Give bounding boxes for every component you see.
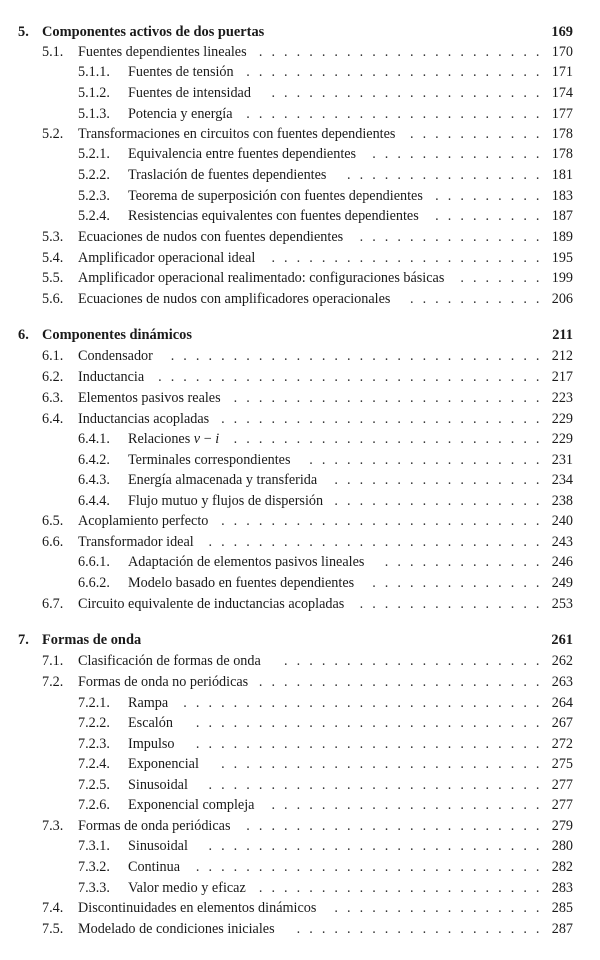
toc-entry-page: 272	[551, 736, 573, 752]
toc-entry-sub[interactable]	[0, 206, 600, 226]
toc-entry-section[interactable]	[0, 388, 600, 408]
leader-dots: . . . . . . . . . . . . . . .	[359, 229, 540, 245]
toc-entry-sub[interactable]	[0, 878, 600, 898]
toc-entry-number: 5.	[18, 24, 29, 40]
toc-entry-title: Escalón	[128, 715, 173, 731]
toc-entry-chapter[interactable]	[0, 325, 600, 345]
toc-entry-number: 5.2.1.	[78, 146, 110, 162]
toc-entry-page: 246	[551, 554, 573, 570]
toc-entry-page: 277	[551, 777, 573, 793]
toc-entry-section[interactable]	[0, 289, 600, 309]
toc-entry-sub[interactable]	[0, 775, 600, 795]
toc-entry-page: 170	[551, 44, 573, 60]
leader-dots: . . . . . . . . . . . . . . . . . . . . . . . . .	[233, 431, 540, 447]
toc-entry-sub[interactable]	[0, 144, 600, 164]
leader-dots: . . . . . . . . . . . . . . . . . . . . . . .	[258, 674, 540, 690]
toc-entry-number: 7.2.6.	[78, 797, 110, 813]
toc-entry-number: 7.2.	[42, 674, 64, 690]
leader-dots: . . . . . . . . . . . . . . . . .	[334, 900, 540, 916]
toc-entry-number: 6.2.	[42, 369, 64, 385]
toc-entry-title: Ecuaciones de nudos con amplificadores operacionales	[78, 291, 391, 307]
toc-entry-number: 7.3.	[42, 818, 64, 834]
toc-entry-title: Discontinuidades en elementos dinámicos	[78, 900, 317, 916]
toc-entry-page: 177	[551, 106, 573, 122]
toc-entry-title: Transformador ideal	[78, 534, 194, 550]
toc-entry-sub[interactable]	[0, 693, 600, 713]
toc-entry-page: 261	[551, 632, 573, 648]
toc-entry-title: Formas de onda	[42, 632, 142, 648]
toc-entry-page: 211	[552, 327, 573, 343]
toc-entry-section[interactable]	[0, 268, 600, 288]
toc-entry-title: Potencia y energía	[128, 106, 233, 122]
toc-entry-page: 253	[551, 596, 573, 612]
toc-entry-page: 181	[551, 167, 573, 183]
toc-entry-page: 174	[551, 85, 573, 101]
toc-entry-section[interactable]	[0, 248, 600, 268]
toc-entry-number: 6.1.	[42, 348, 64, 364]
toc-entry-number: 7.3.2.	[78, 859, 110, 875]
toc-entry-sub[interactable]	[0, 450, 600, 470]
toc-entry-section[interactable]	[0, 898, 600, 918]
toc-entry-number: 5.5.	[42, 270, 64, 286]
leader-dots: . . . . . . . . . . . . . . . . . . . . . . . .	[246, 818, 540, 834]
toc-entry-title: Flujo mutuo y flujos de dispersión	[128, 493, 324, 509]
toc-entry-number: 7.1.	[42, 653, 64, 669]
toc-entry-page: 282	[551, 859, 573, 875]
toc-entry-sub[interactable]	[0, 552, 600, 572]
toc-entry-number: 6.3.	[42, 390, 64, 406]
toc-entry-page: 283	[551, 880, 573, 896]
leader-dots: . . . . . . . . . . . . . . . . . . . . . . . . . . . . . . .	[158, 369, 540, 385]
toc-entry-title: Amplificador operacional realimentado: configuraciones básicas	[78, 270, 445, 286]
toc-entry-page: 285	[551, 900, 573, 916]
toc-entry-sub[interactable]	[0, 573, 600, 593]
leader-dots: . . . . . . . . . . . . . . . . . . . . . . . . . . .	[208, 838, 540, 854]
toc-entry-number: 7.2.4.	[78, 756, 110, 772]
toc-entry-title: Condensador	[78, 348, 153, 364]
toc-entry-title: Exponencial	[128, 756, 199, 772]
toc-entry-title: Componentes activos de dos puertas	[42, 24, 265, 40]
leader-dots: . . . . . . . . . . . . . . . . .	[334, 472, 540, 488]
toc-entry-sub[interactable]	[0, 713, 600, 733]
toc-entry-title: Terminales correspondientes	[128, 452, 291, 468]
toc-entry-page: 229	[551, 411, 573, 427]
toc-entry-page: 279	[551, 818, 573, 834]
toc-entry-page: 231	[551, 452, 573, 468]
toc-entry-sub[interactable]	[0, 754, 600, 774]
toc-entry-number: 5.2.2.	[78, 167, 110, 183]
toc-entry-page: 206	[551, 291, 573, 307]
toc-entry-page: 264	[551, 695, 573, 711]
leader-dots: . . . . . . . . . . . . . . . . . . . . . . . . .	[233, 390, 540, 406]
toc-entry-title: Fuentes de tensión	[128, 64, 234, 80]
toc-entry-page: 287	[551, 921, 573, 937]
leader-dots: . . . . . . . . . . .	[409, 126, 540, 142]
toc-entry-title: Modelo basado en fuentes dependientes	[128, 575, 355, 591]
toc-entry-page: 195	[551, 250, 573, 266]
toc-entry-page: 178	[551, 146, 573, 162]
toc-entry-page: 171	[551, 64, 573, 80]
toc-entry-title: Impulso	[128, 736, 175, 752]
toc-entry-title: Fuentes de intensidad	[128, 85, 251, 101]
toc-entry-number: 6.4.	[42, 411, 64, 427]
toc-entry-number: 5.6.	[42, 291, 64, 307]
leader-dots: . . . . . . . . . . . . . . . . . . . . . . .	[258, 880, 540, 896]
leader-dots: . . . . . . . . . . . . . . . . . . . . . . . . . .	[221, 756, 540, 772]
leader-dots: . . . . . . . . . . . . . . . . . . . . . . . . . . . .	[195, 736, 540, 752]
toc-entry-sub[interactable]	[0, 62, 600, 82]
toc-entry-number: 6.4.2.	[78, 452, 110, 468]
toc-entry-number: 5.1.2.	[78, 85, 110, 101]
leader-dots: . . . . . . . . . . . . . . . . . . . . . . . . . . . .	[195, 859, 540, 875]
toc-entry-number: 6.7.	[42, 596, 64, 612]
toc-entry-title: Sinusoidal	[128, 838, 188, 854]
leader-dots: . . . . . . . . . . . . . . . . . . . . . .	[271, 797, 540, 813]
toc-entry-title: Teorema de superposición con fuentes dependientes	[128, 188, 423, 204]
leader-dots: . . . . . . . . . . .	[409, 291, 540, 307]
toc-entry-title: Exponencial compleja	[128, 797, 255, 813]
toc-entry-number: 6.5.	[42, 513, 64, 529]
toc-entry-number: 6.4.4.	[78, 493, 110, 509]
toc-entry-page: 169	[551, 24, 573, 40]
leader-dots: . . . . . . .	[460, 270, 540, 286]
toc-entry-chapter[interactable]	[0, 630, 600, 650]
leader-dots: . . . . . . . . . . . . . . . . . . . .	[296, 921, 540, 937]
leader-dots: . . . . . . . . . . . . . . .	[359, 596, 540, 612]
toc-entry-title: Inductancias acopladas	[78, 411, 210, 427]
toc-entry-section[interactable]	[0, 672, 600, 692]
toc-entry-number: 7.2.5.	[78, 777, 110, 793]
toc-entry-title: Transformaciones en circuitos con fuentes dependientes	[78, 126, 396, 142]
toc-entry-number: 5.3.	[42, 229, 64, 245]
toc-entry-title: Elementos pasivos reales	[78, 390, 221, 406]
toc-entry-page: 223	[551, 390, 573, 406]
toc-entry-title: Formas de onda no periódicas	[78, 674, 249, 690]
toc-entry-page: 262	[551, 653, 573, 669]
toc-entry-number: 7.3.3.	[78, 880, 110, 896]
toc-entry-title: Fuentes dependientes lineales	[78, 44, 247, 60]
leader-dots: . . . . . . . . . . . . . . . . . . . . . . . . . . . . . .	[170, 348, 540, 364]
toc-entry-title: Equivalencia entre fuentes dependientes	[128, 146, 357, 162]
toc-entry-sub[interactable]	[0, 83, 600, 103]
toc-entry-title: Formas de onda periódicas	[78, 818, 231, 834]
toc-entry-page: 212	[551, 348, 573, 364]
leader-dots: . . . . . . . . . . . . . . . . . . . . . . .	[258, 44, 540, 60]
toc-entry-title: Ecuaciones de nudos con fuentes dependientes	[78, 229, 344, 245]
leader-dots: . . . . . . . . . . . . . . . . .	[334, 493, 540, 509]
toc-entry-number: 5.2.	[42, 126, 64, 142]
toc-entry-section[interactable]	[0, 42, 600, 62]
toc-entry-number: 7.5.	[42, 921, 64, 937]
toc-entry-sub[interactable]	[0, 429, 600, 449]
toc-entry-title: Traslación de fuentes dependientes	[128, 167, 327, 183]
leader-dots: . . . . . . . . . . . . . . . . . . . . . . . .	[246, 106, 540, 122]
toc-entry-number: 6.4.3.	[78, 472, 110, 488]
toc-entry-section[interactable]	[0, 511, 600, 531]
leader-dots: . . . . . . . . . . . . . . . . . . . . . .	[271, 250, 540, 266]
toc-entry-number: 7.3.1.	[78, 838, 110, 854]
leader-dots: . . . . . . . . . . . . . . . .	[347, 167, 540, 183]
toc-entry-number: 6.6.1.	[78, 554, 110, 570]
toc-entry-title: Sinusoidal	[128, 777, 188, 793]
toc-entry-sub[interactable]	[0, 795, 600, 815]
toc-entry-page: 267	[551, 715, 573, 731]
leader-dots: . . . . . . . . . . . . . . . . . . . . . .	[271, 85, 540, 101]
toc-entry-page: 199	[551, 270, 573, 286]
toc-entry-title: Valor medio y eficaz	[128, 880, 246, 896]
toc-entry-section[interactable]	[0, 651, 600, 671]
toc-entry-page: 238	[551, 493, 573, 509]
toc-entry-number: 7.4.	[42, 900, 64, 916]
toc-entry-number: 7.2.3.	[78, 736, 110, 752]
toc-entry-title: Adaptación de elementos pasivos lineales	[128, 554, 365, 570]
toc-entry-page: 275	[551, 756, 573, 772]
leader-dots: . . . . . . . . .	[435, 208, 540, 224]
toc-entry-title: Relaciones v − i	[128, 431, 220, 447]
leader-dots: . . . . . . . . . . . . . . . . . . .	[309, 452, 540, 468]
leader-dots: . . . . . . . . . . . . . . . . . . . . . . . . . .	[221, 513, 540, 529]
leader-dots: . . . . . . . . . . . . . . . . . . . . . . . . . .	[221, 411, 540, 427]
toc-entry-page: 263	[551, 674, 573, 690]
toc-entry-title: Circuito equivalente de inductancias acopladas	[78, 596, 345, 612]
toc-entry-title: Acoplamiento perfecto	[78, 513, 209, 529]
toc-entry-number: 7.2.2.	[78, 715, 110, 731]
leader-dots: . . . . . . . . . . . . . . . . . . . . .	[284, 653, 540, 669]
toc-entry-number: 5.1.1.	[78, 64, 110, 80]
toc-entry-title: Componentes dinámicos	[42, 327, 192, 343]
toc-entry-number: 7.2.1.	[78, 695, 110, 711]
leader-dots: . . . . . . . . . . . . . .	[372, 146, 540, 162]
toc-entry-page: 277	[551, 797, 573, 813]
toc-entry-page: 249	[551, 575, 573, 591]
toc-entry-chapter[interactable]	[0, 22, 600, 42]
toc-entry-section[interactable]	[0, 409, 600, 429]
toc-entry-sub[interactable]	[0, 836, 600, 856]
toc-entry-number: 5.1.	[42, 44, 64, 60]
toc-entry-number: 5.2.4.	[78, 208, 110, 224]
toc-entry-page: 234	[551, 472, 573, 488]
toc-entry-sub[interactable]	[0, 186, 600, 206]
toc-entry-title: Energía almacenada y transferida	[128, 472, 318, 488]
leader-dots: . . . . . . . . . . . . . . . . . . . . . . . . . . .	[208, 534, 540, 550]
leader-dots: . . . . . . . . . . . . . .	[372, 575, 540, 591]
leader-dots: . . . . . . . . . . . . . . . . . . . . . . . .	[246, 64, 540, 80]
toc-entry-title: Rampa	[128, 695, 169, 711]
toc-entry-page: 280	[551, 838, 573, 854]
toc-entry-sub[interactable]	[0, 165, 600, 185]
toc-entry-title: Resistencias equivalentes con fuentes dependientes	[128, 208, 419, 224]
toc-entry-number: 5.1.3.	[78, 106, 110, 122]
toc-entry-number: 6.4.1.	[78, 431, 110, 447]
toc-entry-number: 6.	[18, 327, 29, 343]
toc-entry-title: Clasificación de formas de onda	[78, 653, 261, 669]
toc-entry-title: Continua	[128, 859, 181, 875]
toc-entry-page: 187	[551, 208, 573, 224]
toc-entry-number: 7.	[18, 632, 29, 648]
toc-entry-page: 229	[551, 431, 573, 447]
toc-entry-number: 5.4.	[42, 250, 64, 266]
toc-entry-number: 6.6.	[42, 534, 64, 550]
toc-entry-page: 243	[551, 534, 573, 550]
toc-entry-number: 6.6.2.	[78, 575, 110, 591]
toc-entry-section[interactable]	[0, 816, 600, 836]
toc-entry-section[interactable]	[0, 227, 600, 247]
toc-entry-sub[interactable]	[0, 857, 600, 877]
toc-entry-title: Modelado de condiciones iniciales	[78, 921, 275, 937]
toc-entry-number: 5.2.3.	[78, 188, 110, 204]
toc-entry-section[interactable]	[0, 367, 600, 387]
toc-entry-title: Inductancia	[78, 369, 145, 385]
toc-entry-page: 240	[551, 513, 573, 529]
toc-entry-page: 217	[551, 369, 573, 385]
leader-dots: . . . . . . . . . . . . . . . . . . . . . . . . . . . .	[195, 715, 540, 731]
toc-entry-section[interactable]	[0, 346, 600, 366]
leader-dots: . . . . . . . . . . . . .	[384, 554, 540, 570]
leader-dots: . . . . . . . . .	[435, 188, 540, 204]
toc-entry-section[interactable]	[0, 532, 600, 552]
toc-entry-section[interactable]	[0, 919, 600, 939]
toc-entry-sub[interactable]	[0, 104, 600, 124]
leader-dots: . . . . . . . . . . . . . . . . . . . . . . . . . . . . .	[183, 695, 540, 711]
toc-entry-title: Amplificador operacional ideal	[78, 250, 256, 266]
toc-entry-sub[interactable]	[0, 470, 600, 490]
toc-entry-page: 183	[551, 188, 573, 204]
toc-entry-sub[interactable]	[0, 734, 600, 754]
leader-dots: . . . . . . . . . . . . . . . . . . . . . . . . . . .	[208, 777, 540, 793]
toc-entry-section[interactable]	[0, 594, 600, 614]
toc-entry-sub[interactable]	[0, 491, 600, 511]
toc-entry-page: 178	[551, 126, 573, 142]
toc-entry-section[interactable]	[0, 124, 600, 144]
toc-entry-page: 189	[551, 229, 573, 245]
